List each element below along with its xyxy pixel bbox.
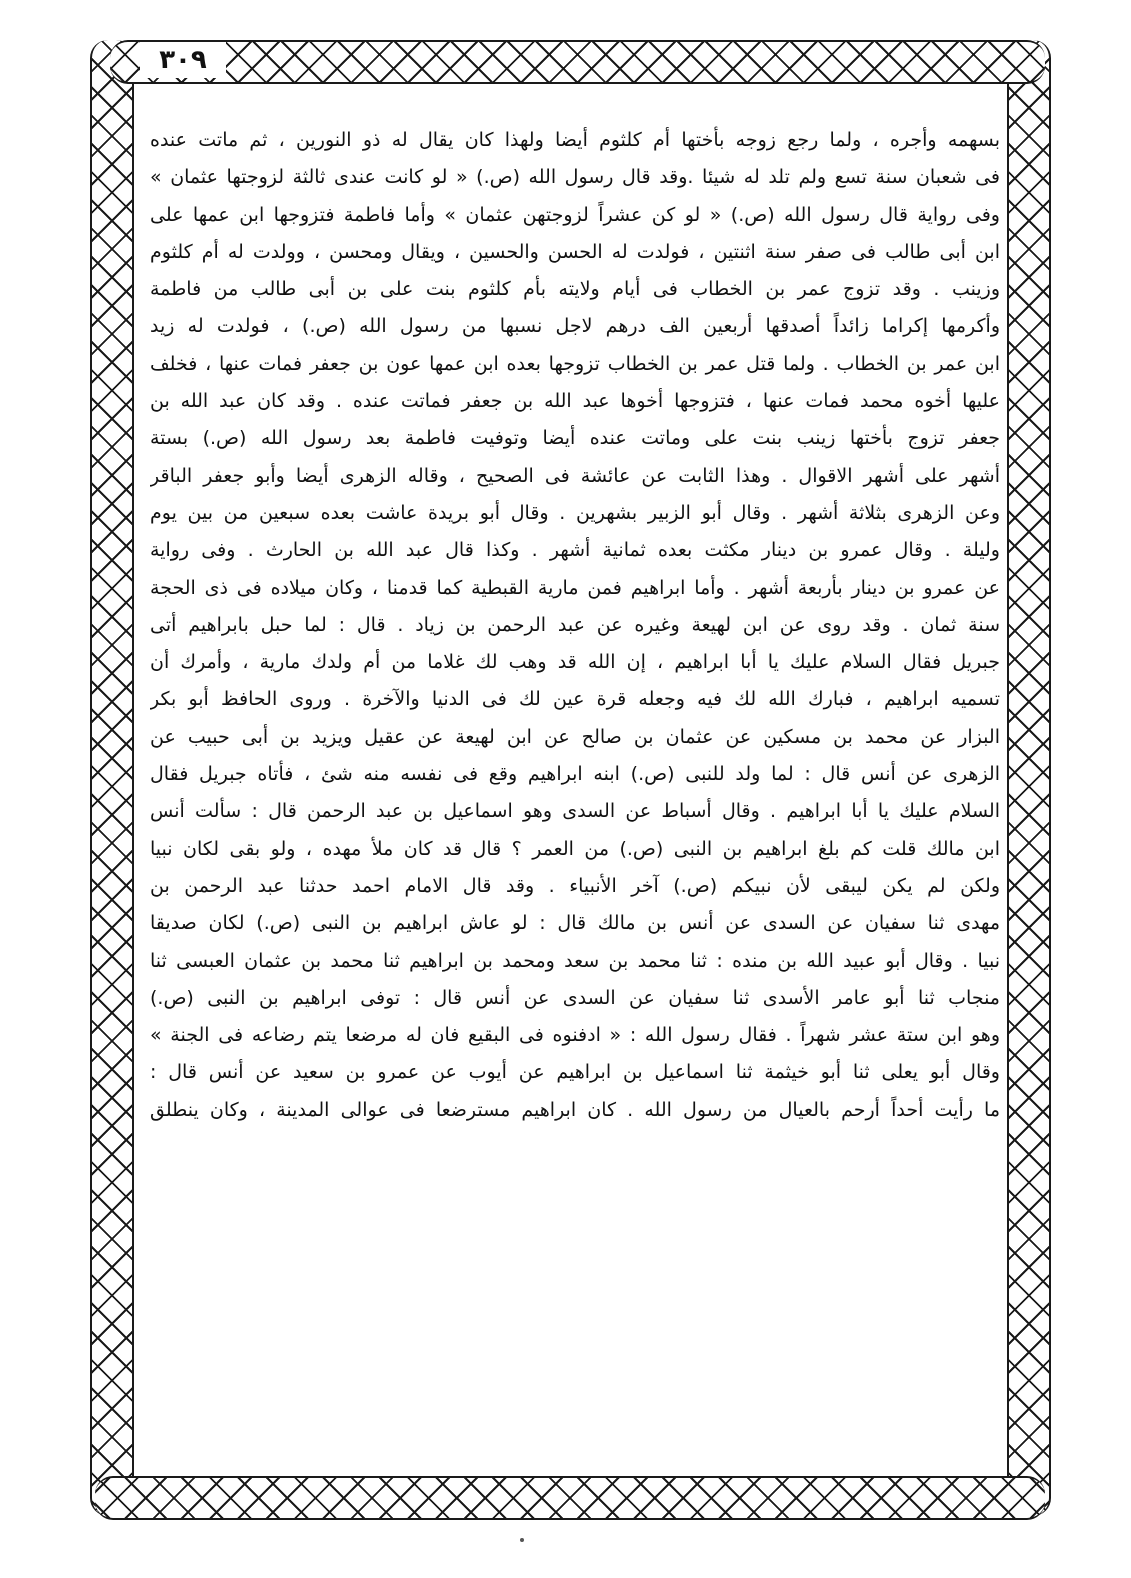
text-line: وعن الزهرى بثلاثة أشهر . وقال أبو الزبير بشهرين . وقال أبو بريدة عاشت بعده سبعين من بين يوم <box>150 501 1000 524</box>
text-line: أشهر على أشهر الاقوال . وهذا الثابت عن عائشة فى الصحيح ، وقاله الزهرى أيضا وأبو جعفر الباقر <box>150 464 1000 487</box>
text-line: وزينب . وقد تزوج عمر بن الخطاب فى أيام ولايته بأم كلثوم بنت على بن أبى طالب من فاطمة <box>150 278 1000 301</box>
text-line: مهدى ثنا سفيان عن السدى عن أنس بن مالك قال : لو عاش ابراهيم بن النبى (ص.) لكان صديقا <box>150 912 1000 935</box>
text-line: جعفر تزوج بأختها زينب بنت على وماتت عنده أيضا وتوفيت فاطمة بعد رسول الله (ص.) بستة <box>150 427 1000 450</box>
scan-mark <box>520 1538 524 1542</box>
text-line: البزار عن محمد بن مسكين عن عثمان بن صالح عن ابن لهيعة عن عقيل ويزيد بن أبى حبيب عن <box>150 725 1000 748</box>
text-line: السلام عليك يا أبا ابراهيم . وقال أسباط عن السدى وهو اسماعيل بن عبد الرحمن قال : سألت أنس <box>150 800 1000 823</box>
text-line: ابن أبى طالب فى صفر سنة اثنتين ، فولدت له الحسن والحسين ، ويقال ومحسن ، وولدت له أم كلثوم <box>150 240 1000 263</box>
body-text <box>150 122 1000 1129</box>
page-number: ٣٠٩ <box>159 45 207 75</box>
ornamental-border-top <box>110 40 1045 84</box>
text-line: منجاب ثنا أبو عامر الأسدى ثنا سفيان عن السدى عن أنس قال : توفى ابراهيم بن النبى (ص.) <box>150 986 1000 1009</box>
text-line: ابن عمر بن الخطاب . ولما قتل عمر بن الخطاب تزوجها بعده ابن عمها عون بن جعفر فمات عنها ، فخلف <box>150 352 1000 375</box>
text-line: بسهمه وأجره ، ولما رجع زوجه بأختها أم كلثوم أيضا ولهذا كان يقال له ذو النورين ، ثم ماتت عنده <box>150 129 1000 151</box>
text-line: عليها أخوه محمد فمات عنها ، فتزوجها أخوها عبد الله بن جعفر فماتت عنده . وقد كان عبد الله بن <box>150 390 1000 413</box>
text-line: ولكن لم يكن ليبقى لأن نبيكم (ص.) آخر الأنبياء . وقد قال الامام احمد حدثنا عبد الرحمن بن <box>150 874 1000 897</box>
text-line: وهو ابن ستة عشر شهراً . فقال رسول الله : « ادفنوه فى البقيع فان له مرضعا يتم رضاعه فى الجنة » <box>150 1024 1000 1047</box>
text-line: ابن مالك قلت كم بلغ ابراهيم بن النبى (ص.) من العمر ؟ قال قد كان ملأ مهده ، ولو بقى لكان نبيا <box>150 837 1000 860</box>
text-line: سنة ثمان . وقد روى عن ابن لهيعة وغيره عن عبد الرحمن بن زياد . قال : لما حبل بابراهيم أتى <box>150 613 1000 636</box>
text-line: وليلة . وقال عمرو بن دينار مكثت بعده ثمانية أشهر . وكذا قال عبد الله بن الحارث . وفى رواية <box>150 539 1000 562</box>
text-line: وفى رواية قال رسول الله (ص.) « لو كن عشراً لزوجتهن عثمان » وأما فاطمة فتزوجها ابن عمها على <box>150 203 1000 226</box>
text-line: جبريل فقال السلام عليك يا أبا ابراهيم ، إن الله قد وهب لك غلاما من أم ولدك مارية ، وأمرك أن <box>150 651 1000 674</box>
text-line: ما رأيت أحداً أرحم بالعيال من رسول الله . كان ابراهيم مسترضعا فى عوالى المدينة ، وكان ينطلق <box>150 1098 1000 1121</box>
ornamental-border-bottom <box>95 1476 1045 1520</box>
ornamental-border-right <box>1007 40 1051 1516</box>
text-line: عن عمرو بن دينار بأربعة أشهر . وأما ابراهيم فمن مارية القبطية كما قدمنا ، وكان ميلاده فى ذى الحجة <box>150 576 1000 599</box>
text-line: الزهرى عن أنس قال : لما ولد للنبى (ص.) ابنه ابراهيم وقع فى نفسه منه شئ ، فأتاه جبريل فقال <box>150 763 1000 786</box>
text-line: فى شعبان سنة تسع ولم تلد له شيئا .وقد قال رسول الله (ص.) « لو كانت عندى ثالثة لزوجتها عثمان » <box>150 166 1000 189</box>
page-number-box <box>140 42 226 78</box>
text-line: نبيا . وقال أبو عبيد الله بن منده : ثنا محمد بن سعد ومحمد بن ابراهيم ثنا محمد بن عثمان العبسى ثنا <box>150 949 1000 972</box>
text-line: وأكرمها إكراما زائداً أصدقها أربعين الف درهم لاجل نسبها من رسول الله (ص.) ، فولدت له زيد <box>150 315 1000 338</box>
ornamental-border-left <box>90 40 134 1516</box>
text-line: وقال أبو يعلى ثنا أبو خيثمة ثنا اسماعيل بن ابراهيم عن أيوب عن عمرو بن سعيد عن أنس قال : <box>150 1061 1000 1084</box>
text-line: تسميه ابراهيم ، فبارك الله لك فيه وجعله قرة عين لك فى الدنيا والآخرة . وروى الحافظ أبو بكر <box>150 688 1000 711</box>
